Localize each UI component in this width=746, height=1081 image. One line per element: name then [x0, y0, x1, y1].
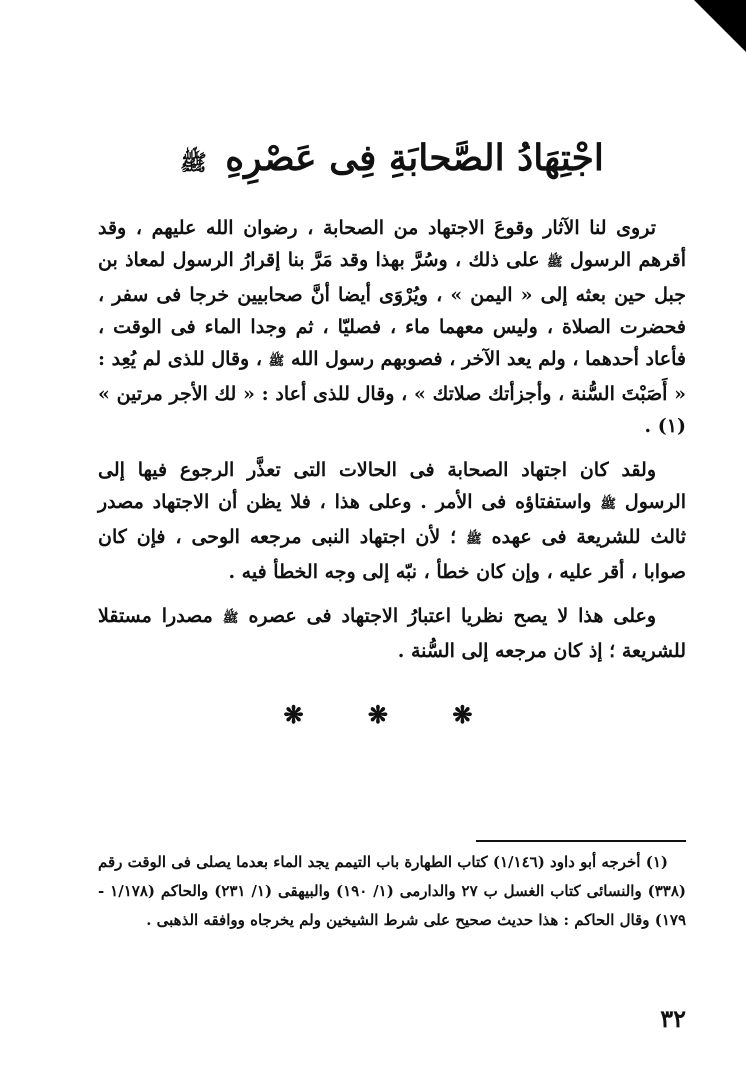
paragraph-1-text: على ذلك ، وسُرَّ بهذا وقد مَرَّ بنا إقرارُ الرسول لمعاذ بن جبل حين بعثه إلى « اليمن » ، ويُرْوَى أيضا أنَّ صحابيين خرجا فى سفر ، فحضرت الصلاة ، وليس معهما ماء ، فصليّا ، ثم وجدا الماء فى الوقت ، فأعاد أحدهما ، ولم يعد الآخر ، فصوبهم رسول الله: [98, 249, 686, 370]
chapter-title: [98, 134, 686, 187]
paragraph-3: [98, 600, 686, 667]
paragraph-1: [98, 212, 686, 442]
paragraph-3-text: مصدرا مستقلا للشريعة ؛ إذ كان مرجعه إلى السُّنة .: [98, 605, 686, 662]
paragraph-2: [98, 454, 686, 588]
paragraph-1-text: ، وقال للذى لم يُعِد : « أَصَبْتَ السُّنة ، وأجزأتك صلاتك » ، وقال للذى أعاد : « لك الأجر مرتين » (١) .: [98, 348, 686, 437]
paragraph-3-text: وعلى هذا لا يصح نظريا اعتبارُ الاجتهاد فى عصره: [238, 605, 657, 627]
paragraph-2-text: واستفتاؤه فى الأمر . وعلى هذا ، فلا يظن أن الاجتهاد مصدر ثالث للشريعة فى عهده: [98, 491, 687, 548]
salutation-glyph: ﷺ: [600, 497, 617, 512]
book-page: [98, 0, 686, 1081]
salutation-glyph: ﷺ: [268, 354, 285, 369]
page-corner-mark: [694, 0, 746, 52]
section-separator: ❋ ❋ ❋: [283, 700, 501, 729]
salutation-glyph: ﷺ: [546, 255, 563, 270]
paragraph-2-text: ولقد كان اجتهاد الصحابة فى الحالات التى تعذَّر الرجوع فيها إلى الرسول: [98, 459, 686, 513]
paragraph-2-text: ؛ لأن اجتهاد النبى مرجعه الوحى ، فإن كان صوابا ، أقر عليه ، وإن كان خطأ ، نبّه إلى وجه الخطأ فيه .: [98, 526, 686, 583]
salutation-glyph: ﷺ: [180, 150, 207, 177]
footnote: (١) أخرجه أبو داود (١/١٤٦) كتاب الطهارة باب التيمم يجد الماء بعدما يصلى فى الوقت رقم (٣٣٨) والنسائى كتاب الغسل ب ٢٧ والدارمى (١/ ١٩٠) والبيهقى (١/ ٢٣١) والحاكم (١/١٧٨ - ١٧٩) وقال الحاكم : هذا حديث صحيح على شرط الشيخين ولم يخرجاه ووافقه الذهبى .: [98, 853, 687, 929]
chapter-title-text: اجْتِهَادُ الصَّحابَةِ فِى عَصْرِهِ: [225, 137, 604, 180]
salutation-glyph: ﷺ: [466, 532, 482, 547]
footnote-rule: [476, 840, 686, 842]
page-number: ٣٢: [660, 1004, 686, 1033]
body-text: [98, 212, 686, 667]
paragraph-1-text: تروى لنا الآثار وقوعَ الاجتهاد من الصحابة ، رضوان الله عليهم ، وقد أقرهم الرسول: [98, 217, 686, 271]
salutation-glyph: ﷺ: [222, 611, 239, 626]
